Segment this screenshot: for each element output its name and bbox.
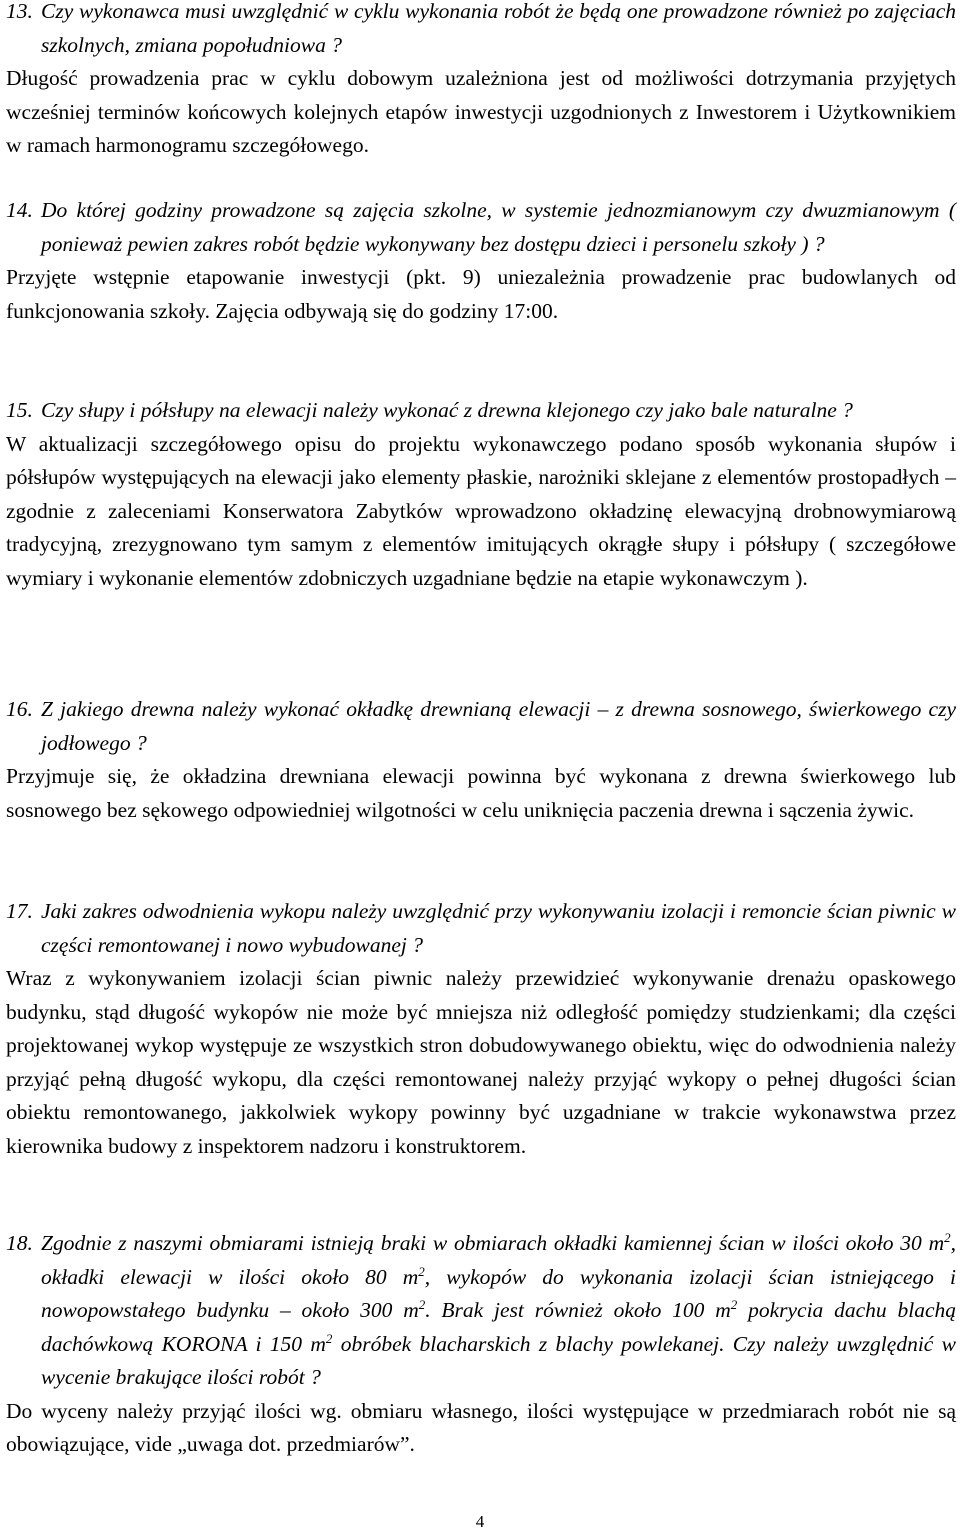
question-fragment: Zgodnie z naszymi obmiarami istnieją braki w obmiarach okładki kamiennej ścian w ilości około 30 m [41, 1231, 945, 1255]
answer-text: Wraz z wykonywaniem izolacji ścian piwnic należy przewidzieć wykonywanie drenażu opaskowego budynku, stąd długość wykopów nie może być mniejsza niż odległość pomiędzy studzienkami; dla części projektowanej wykop występuje ze wszystkich stron dobudowywanego obiektu, więc do odwodnienia należy przyjąć pełną długość wykopu, dla części remontowanej należy przyjąć wykopy o pełnej długości ścian obiektu remontowanego, jakkolwiek wykopy powinny być uzgadniane w trakcie wykonawstwa przez kierownika budowy z inspektorem nadzoru i konstruktorem. [6, 966, 956, 1158]
question [6, 0, 956, 62]
superscript-2: 2 [418, 1296, 426, 1312]
question-fragment: . Brak jest również około 100 m [425, 1298, 731, 1322]
question-number: 18. [6, 1231, 33, 1255]
question [6, 693, 956, 760]
answer-text: Długość prowadzenia prac w cyklu dobowym uzależniona jest od możliwości dotrzymania przyjętych wcześniej terminów końcowych kolejnych etapów inwestycji uzgodnionych z Inwestorem i Użytkownikiem w ramach harmonogramu szczegółowego. [6, 66, 956, 157]
question [6, 895, 956, 962]
question [6, 1227, 956, 1395]
question-text: Czy słupy i półsłupy na elewacji należy wykonać z drewna klejonego czy jako bale naturalne ? [41, 398, 853, 422]
superscript-2: 2 [730, 1296, 738, 1312]
faq-item-14 [6, 194, 956, 328]
page-number: 4 [475, 1512, 485, 1531]
question [6, 394, 956, 428]
superscript-2: 2 [418, 1263, 425, 1279]
faq-item-13 [6, 0, 956, 163]
question-number: 13. [6, 0, 33, 23]
question-text: Do której godziny prowadzone są zajęcia szkolne, w systemie jednozmianowym czy dwuzmianowym ( ponieważ pewien zakres robót będzie wykonywany bez dostępu dzieci i personelu szkoły ) ? [41, 198, 956, 256]
answer-text: Przyjęte wstępnie etapowanie inwestycji (pkt. 9) uniezależnia prowadzenie prac budowlanych od funkcjonowania szkoły. Zajęcia odbywają się do godziny 17:00. [6, 265, 956, 323]
superscript-2: 2 [325, 1330, 333, 1346]
faq-item-15 [6, 394, 956, 595]
question-number: 17. [6, 899, 33, 923]
question-number: 14. [6, 198, 33, 222]
question-text: Jaki zakres odwodnienia wykopu należy uwzględnić przy wykonywaniu izolacji i remoncie ścian piwnic w części remontowanej i nowo wybudowanej ? [41, 899, 956, 957]
answer-text: Do wyceny należy przyjąć ilości wg. obmiaru własnego, ilości występujące w przedmiarach robót nie są obowiązujące, vide „uwaga dot. przedmiarów”. [6, 1398, 956, 1456]
question-fragment: pokrycia dachu blachą dachówkową KORONA i 150 m [41, 1298, 956, 1356]
question-fragment: obróbek blacharskich z blachy powlekanej. Czy należy uwzględnić w wycenie brakujące ilości robót ? [41, 1331, 956, 1389]
question-text: Z jakiego drewna należy wykonać okładkę drewnianą elewacji – z drewna sosnowego, świerkowego czy jodłowego ? [41, 697, 956, 755]
answer-text: Przyjmuje się, że okładzina drewniana elewacji powinna być wykonana z drewna świerkowego lub sosnowego bez sękowego odpowiedniej wilgotności w celu uniknięcia paczenia drewna i sączenia żywic. [6, 764, 956, 822]
faq-item-18 [6, 1227, 956, 1462]
question-number: 16. [6, 697, 33, 721]
question-fragment: , wykopów do wykonania izolacji ścian istniejącego i nowopowstałego budynku – około 300 m [41, 1264, 956, 1322]
faq-item-16 [6, 693, 956, 827]
superscript-2: 2 [944, 1229, 951, 1245]
question-number: 15. [6, 398, 33, 422]
question-fragment: , okładki elewacji w ilości około 80 m [41, 1231, 956, 1289]
question-text [41, 1227, 956, 1395]
answer-text: W aktualizacji szczegółowego opisu do projektu wykonawczego podano sposób wykonania słupów i półsłupów występujących na elewacji jako elementy płaskie, narożniki sklejane z elementów prostopadłych – zgodnie z zaleceniami Konserwatora Zabytków wprowadzono okładzinę elewacyjną drobnowymiarową tradycyjną, zrezygnowano tym samym z elementów imitujących okrągłe słupy i półsłupy ( szczegółowe wymiary i wykonanie elementów zdobniczych uzgadniane będzie na etapie wykonawczym ). [6, 431, 956, 590]
faq-item-17 [6, 895, 956, 1163]
question [6, 194, 956, 261]
question-text: Czy wykonawca musi uwzględnić w cyklu wykonania robót że będą one prowadzone również po zajęciach szkolnych, zmiana popołudniowa ? [41, 0, 956, 57]
